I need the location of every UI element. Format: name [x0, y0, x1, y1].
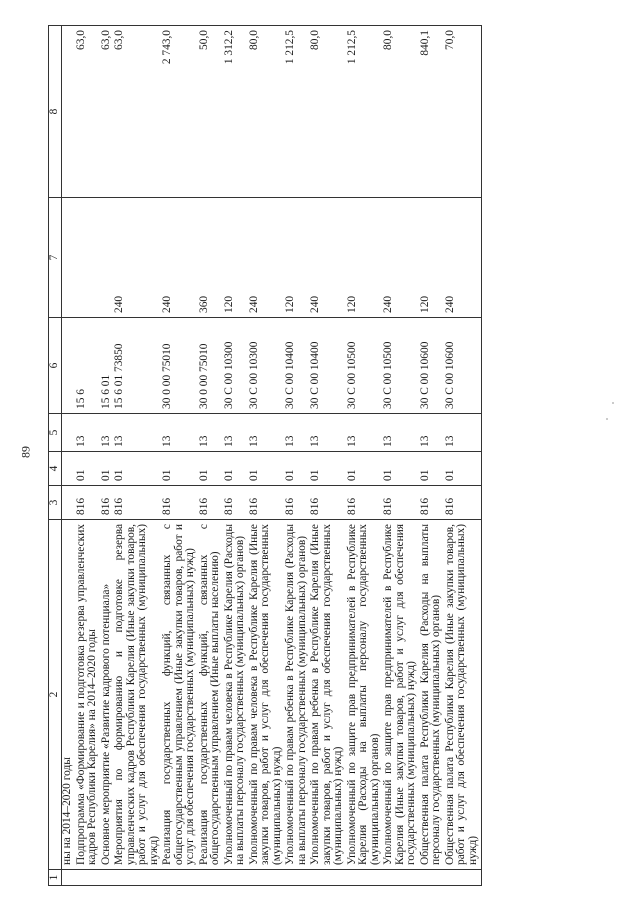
column-header-4: 4: [49, 452, 62, 486]
cell-amount: 1 212,5: [347, 26, 384, 198]
cell-section: 01: [224, 452, 249, 486]
cell-section: 01: [347, 452, 384, 486]
cell-department: 816: [347, 486, 384, 520]
cell-department: [62, 486, 76, 520]
table-row: [76, 26, 101, 886]
table-row: [420, 26, 445, 886]
cell-name: Основное мероприятие «Развитие кадрового потенциала»: [101, 520, 115, 870]
cell-target-article: 30 С 00 10400: [285, 318, 310, 414]
table-row: [62, 26, 76, 886]
cell-target-article: 15 6 01: [101, 318, 115, 414]
cell-amount: 50,0: [199, 26, 224, 198]
cell-subsection: 13: [347, 414, 384, 452]
cell-amount: 1 212,5: [285, 26, 310, 198]
cell-amount: 63,0: [114, 26, 162, 198]
column-header-1: 1: [49, 870, 62, 886]
cell-subsection: [62, 414, 76, 452]
cell-subsection: 13: [285, 414, 310, 452]
table-row: [101, 26, 115, 886]
column-header-7: 7: [49, 198, 62, 318]
cell-department: 816: [114, 486, 162, 520]
cell-subsection: 13: [76, 414, 101, 452]
cell-number: [162, 870, 199, 886]
scan-speck: [606, 418, 608, 420]
cell-expense-type: 240: [162, 198, 199, 318]
cell-amount: 80,0: [310, 26, 347, 198]
cell-section: 01: [310, 452, 347, 486]
cell-subsection: 13: [162, 414, 199, 452]
rotated-page-content: [48, 26, 613, 886]
cell-department: 816: [76, 486, 101, 520]
column-header-3: 3: [49, 486, 62, 520]
table-row: [162, 26, 199, 886]
cell-name: Уполномоченный по защите прав предпринимателей в Республике Карелия (Расходы на выплаты персоналу государственных (муниципальных) органов): [347, 520, 384, 870]
cell-department: 816: [162, 486, 199, 520]
cell-expense-type: 240: [445, 198, 482, 318]
table-row: [114, 26, 162, 886]
cell-name: ны на 2014–2020 годы: [62, 520, 76, 870]
cell-amount: 70,0: [445, 26, 482, 198]
cell-target-article: 30 0 00 75010: [162, 318, 199, 414]
table-row: [310, 26, 347, 886]
cell-subsection: 13: [445, 414, 482, 452]
table-row: [347, 26, 384, 886]
column-header-6: 6: [49, 318, 62, 414]
cell-number: [76, 870, 101, 886]
cell-subsection: 13: [420, 414, 445, 452]
cell-target-article: 15 6 01 73850: [114, 318, 162, 414]
cell-name: Общественная палата Республики Карелия (Расходы на выплаты персоналу государственных (муниципальных) органов): [420, 520, 445, 870]
cell-subsection: 13: [114, 414, 162, 452]
table-row: [285, 26, 310, 886]
cell-expense-type: 240: [249, 198, 286, 318]
cell-number: [347, 870, 384, 886]
column-header-5: 5: [49, 414, 62, 452]
cell-section: 01: [199, 452, 224, 486]
cell-amount: 80,0: [383, 26, 420, 198]
cell-target-article: 30 0 00 75010: [199, 318, 224, 414]
cell-number: [383, 870, 420, 886]
cell-department: 816: [249, 486, 286, 520]
cell-department: 816: [310, 486, 347, 520]
table-body: [62, 26, 482, 886]
cell-name: Подпрограмма «Формирование и подготовка резерва управленческих кадров Республики Карелия» на 2014–2020 годы: [76, 520, 101, 870]
cell-expense-type: 360: [199, 198, 224, 318]
cell-expense-type: 120: [224, 198, 249, 318]
column-header-2: 2: [49, 520, 62, 870]
table-row: [383, 26, 420, 886]
cell-subsection: 13: [249, 414, 286, 452]
cell-amount: 2 743,0: [162, 26, 199, 198]
cell-amount: 80,0: [249, 26, 286, 198]
cell-department: 816: [420, 486, 445, 520]
cell-amount: 63,0: [101, 26, 115, 198]
header-row: [49, 26, 62, 886]
cell-section: 01: [101, 452, 115, 486]
cell-amount: 63,0: [76, 26, 101, 198]
cell-expense-type: [101, 198, 115, 318]
cell-target-article: 30 С 00 10600: [420, 318, 445, 414]
table-row: [445, 26, 482, 886]
cell-expense-type: 120: [285, 198, 310, 318]
cell-name: Уполномоченный по правам ребенка в Республике Карелия (Расходы на выплаты персоналу государственных (муниципальных) органов): [285, 520, 310, 870]
cell-department: 816: [224, 486, 249, 520]
cell-department: 816: [285, 486, 310, 520]
cell-section: 01: [445, 452, 482, 486]
cell-department: 816: [101, 486, 115, 520]
cell-name: Мероприятия по формированию и подготовке резерва управленческих кадров Республики Карелия (Иные закупки товаров, работ и услуг для обеспечения государственных (муниципальных) нужд): [114, 520, 162, 870]
cell-number: [445, 870, 482, 886]
cell-number: [224, 870, 249, 886]
cell-name: Общественная палата Республики Карелия (Иные закупки товаров, работ и услуг для обеспечения государственных (муниципальных) нужд): [445, 520, 482, 870]
cell-section: 01: [285, 452, 310, 486]
cell-number: [310, 870, 347, 886]
page-number: 89: [18, 446, 33, 458]
cell-number: [249, 870, 286, 886]
cell-section: 01: [76, 452, 101, 486]
cell-amount: [62, 26, 76, 198]
table-row: [249, 26, 286, 886]
cell-department: 816: [383, 486, 420, 520]
column-header-8: 8: [49, 26, 62, 198]
cell-number: [420, 870, 445, 886]
cell-target-article: 30 С 00 10500: [347, 318, 384, 414]
cell-section: 01: [420, 452, 445, 486]
cell-name: Уполномоченный по правам человека в Республике Карелия (Иные закупки товаров, работ и услуг для обеспечения государственных (муниципальных) нужд): [249, 520, 286, 870]
cell-section: 01: [114, 452, 162, 486]
cell-section: [62, 452, 76, 486]
cell-section: 01: [383, 452, 420, 486]
cell-number: [114, 870, 162, 886]
cell-amount: 1 312,2: [224, 26, 249, 198]
cell-target-article: 30 С 00 10300: [249, 318, 286, 414]
cell-expense-type: [62, 198, 76, 318]
cell-expense-type: [76, 198, 101, 318]
scan-speck: [612, 402, 614, 404]
budget-table: [48, 25, 482, 886]
cell-name: Уполномоченный по правам ребенка в Республике Карелия (Иные закупки товаров, работ и услуг для обеспечения государственных (муниципальных) нужд): [310, 520, 347, 870]
cell-section: 01: [162, 452, 199, 486]
cell-subsection: 13: [101, 414, 115, 452]
cell-subsection: 13: [383, 414, 420, 452]
cell-name: Реализация государственных функций, связанных с общегосударственным управлением (Иные закупки товаров, работ и услуг для обеспечения государственных (муниципальных) нужд): [162, 520, 199, 870]
cell-target-article: [62, 318, 76, 414]
cell-target-article: 30 С 00 10300: [224, 318, 249, 414]
cell-target-article: 15 6: [76, 318, 101, 414]
cell-department: 816: [199, 486, 224, 520]
cell-number: [101, 870, 115, 886]
cell-amount: 840,1: [420, 26, 445, 198]
cell-name: Уполномоченный по защите прав предпринимателей в Республике Карелия (Иные закупки товаров, работ и услуг для обеспечения государственных (муниципальных) нужд): [383, 520, 420, 870]
cell-department: 816: [445, 486, 482, 520]
cell-number: [285, 870, 310, 886]
cell-name: Реализация государственных функций, связанных с общегосударственным управлением (Иные выплаты населению): [199, 520, 224, 870]
cell-number: [199, 870, 224, 886]
cell-expense-type: 240: [310, 198, 347, 318]
cell-target-article: 30 С 00 10500: [383, 318, 420, 414]
cell-subsection: 13: [310, 414, 347, 452]
cell-expense-type: 240: [383, 198, 420, 318]
cell-target-article: 30 С 00 10600: [445, 318, 482, 414]
cell-section: 01: [249, 452, 286, 486]
table-row: [224, 26, 249, 886]
cell-subsection: 13: [199, 414, 224, 452]
cell-number: [62, 870, 76, 886]
cell-name: Уполномоченный по правам человека в Республике Карелия (Расходы на выплаты персоналу государственных (муниципальных) органов): [224, 520, 249, 870]
cell-subsection: 13: [224, 414, 249, 452]
cell-expense-type: 240: [114, 198, 162, 318]
cell-expense-type: 120: [347, 198, 384, 318]
cell-expense-type: 120: [420, 198, 445, 318]
table-row: [199, 26, 224, 886]
cell-target-article: 30 С 00 10400: [310, 318, 347, 414]
